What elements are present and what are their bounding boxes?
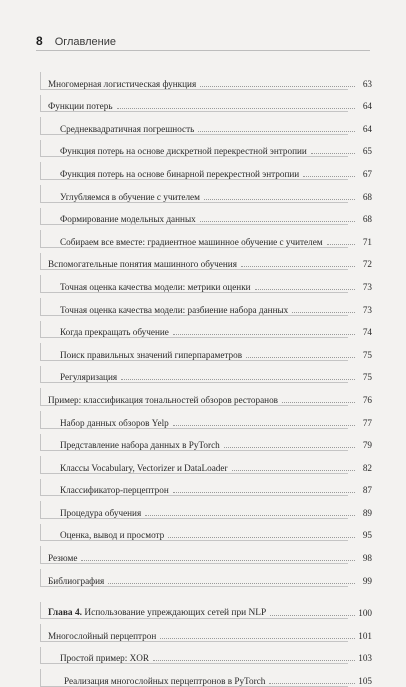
toc-entry-page: 87 (362, 485, 372, 496)
toc-entry-page: 101 (358, 630, 372, 641)
dot-leader (241, 266, 355, 267)
toc-entry-page: 98 (362, 553, 372, 564)
entry-frame-line (40, 479, 41, 496)
toc-entry[interactable] (40, 89, 372, 112)
toc-entry-label (60, 530, 166, 540)
toc-entry[interactable] (40, 428, 372, 451)
dot-leader (173, 492, 355, 493)
entry-frame-line (40, 388, 41, 405)
entry-frame-line (40, 569, 41, 586)
toc-entry-label (60, 418, 171, 428)
dot-leader (204, 199, 355, 200)
toc-entry-label (60, 508, 143, 518)
toc-entry[interactable] (40, 382, 372, 405)
toc-entry-label (60, 282, 253, 292)
toc-entry-page: 79 (362, 440, 372, 451)
toc-entry-label (60, 372, 119, 382)
dot-leader (282, 402, 355, 403)
entry-frame-line (40, 230, 41, 247)
toc-entry-page: 63 (362, 78, 372, 89)
entry-frame-line (40, 140, 41, 157)
toc-entry-text: Вспомогательные понятия машинного обучения (48, 259, 237, 270)
toc-entry-text: Формирование модельных данных (60, 214, 196, 225)
toc-entry-label (48, 79, 198, 89)
toc-entry-page: 67 (362, 168, 372, 179)
dot-leader (200, 221, 355, 222)
entry-frame-line (40, 501, 41, 518)
toc-entry[interactable] (40, 202, 372, 225)
chapter-number: Глава 4. (48, 608, 82, 619)
dot-leader (311, 153, 355, 154)
toc-entry-page: 95 (362, 530, 372, 541)
toc-entry[interactable] (40, 111, 372, 134)
toc-entry[interactable] (40, 563, 372, 586)
toc-entry[interactable] (40, 315, 372, 338)
toc-entry-label (60, 463, 230, 473)
toc-entry-text: Среднеквадратичная погрешность (60, 123, 195, 134)
toc-entry[interactable] (40, 247, 372, 270)
header-rule (36, 50, 370, 51)
toc-entry-label (60, 124, 196, 134)
entry-frame-line (40, 275, 41, 292)
toc-entry-page: 65 (362, 146, 372, 157)
page-number: 8 (36, 34, 43, 48)
toc-entry[interactable] (40, 337, 372, 360)
dot-leader (117, 108, 355, 109)
dot-leader (173, 425, 355, 426)
entry-frame-line (40, 586, 348, 587)
toc-entry-text: Использование упреждающих сетей при NLP (84, 608, 267, 619)
toc-entry-label (60, 653, 151, 663)
toc-entry[interactable] (40, 663, 372, 686)
dot-leader (168, 537, 355, 538)
entry-frame-line (40, 524, 41, 541)
toc-entry[interactable] (40, 224, 372, 247)
dot-leader (108, 583, 355, 584)
toc-entry-page: 73 (362, 281, 372, 292)
toc-entry-label (48, 553, 79, 563)
toc-chapter-entry[interactable] (40, 596, 372, 619)
toc-entry-page: 75 (362, 349, 372, 360)
running-head-title: Оглавление (54, 36, 117, 48)
toc-entry[interactable] (40, 518, 372, 541)
entry-frame-line (40, 162, 41, 179)
toc-entry[interactable] (40, 450, 372, 473)
toc-entry-page: 75 (362, 372, 372, 383)
entry-frame-line (40, 185, 41, 202)
toc-entry-label (60, 192, 202, 202)
entry-frame-line (40, 624, 41, 641)
toc-entry-page: 73 (362, 304, 372, 315)
dot-leader (160, 638, 355, 639)
toc-entry-text: Представление набора данных в PyTorch (60, 440, 220, 451)
toc-entry-text: Процедура обучения (60, 507, 142, 518)
dot-leader (198, 131, 355, 132)
entry-frame-line (40, 456, 41, 473)
dot-leader (327, 244, 355, 245)
toc-entry-page: 103 (358, 653, 372, 664)
toc-entry[interactable] (40, 134, 372, 157)
toc-entry-page: 71 (362, 236, 372, 247)
toc-entry-page: 89 (362, 507, 372, 518)
toc-entry-text: Функции потерь (48, 101, 113, 112)
toc-entry-page: 82 (362, 462, 372, 473)
entry-frame-line (40, 343, 41, 360)
toc-entry-page: 68 (362, 214, 372, 225)
toc-entry-label (48, 259, 239, 269)
toc-entry[interactable] (40, 405, 372, 428)
dot-leader (200, 86, 355, 87)
toc-entry[interactable] (40, 618, 372, 641)
dot-leader (255, 289, 355, 290)
toc-entry-label (60, 146, 309, 156)
toc-entry-text: Реализация многослойных перцептронов в PyTorch (64, 676, 266, 687)
toc-entry[interactable] (40, 269, 372, 292)
dot-leader (81, 560, 355, 561)
entry-frame-line (40, 321, 41, 338)
toc-entry-text: Набор данных обзоров Yelp (60, 417, 169, 428)
toc-entry-page: 74 (362, 327, 372, 338)
toc-entry-label (60, 305, 290, 315)
entry-frame-line (40, 117, 41, 134)
entry-frame-line (40, 602, 41, 619)
toc-entry[interactable] (40, 292, 372, 315)
dot-leader (232, 470, 355, 471)
toc-entry[interactable] (40, 641, 372, 664)
toc-entry-label (48, 576, 106, 586)
toc-entry-label (48, 608, 268, 618)
toc-entry-label (48, 395, 280, 405)
entry-frame-line (40, 546, 41, 563)
toc-entry-page: 64 (362, 101, 372, 112)
dot-leader (292, 312, 355, 313)
entry-frame-line (40, 366, 41, 383)
entry-frame-line (40, 72, 41, 89)
toc-entry-text: Пример: классификация тональностей обзоров ресторанов (48, 394, 279, 405)
toc-entry-label (60, 440, 222, 450)
toc-entry-page: 105 (358, 676, 372, 687)
toc-entry-page: 76 (362, 394, 372, 405)
dot-leader (121, 379, 355, 380)
toc-entry-label (60, 169, 301, 179)
entry-frame-line (40, 669, 41, 686)
entry-frame-line (40, 95, 41, 112)
toc-entry-page: 72 (362, 259, 372, 270)
toc-entry-page: 100 (358, 608, 372, 619)
entry-frame-line (40, 298, 41, 315)
toc-entry[interactable] (40, 179, 372, 202)
dot-leader (173, 334, 355, 335)
toc-entry[interactable] (40, 66, 372, 89)
toc-entry-text: Классы Vocabulary, Vectorizer и DataLoader (60, 462, 228, 473)
entry-frame-line (40, 208, 41, 225)
dot-leader (270, 615, 355, 616)
toc-entry-label (60, 214, 198, 224)
toc-entry-text: Простой пример: XOR (60, 653, 149, 664)
table-of-contents (40, 66, 372, 686)
toc-entry-page: 77 (362, 417, 372, 428)
dot-leader (246, 357, 355, 358)
toc-entry-text: Точная оценка качества модели: разбиение набора данных (60, 304, 289, 315)
dot-leader (269, 683, 355, 684)
entry-frame-line (40, 434, 41, 451)
toc-entry-text: Углубляемся в обучение с учителем (60, 191, 200, 202)
toc-entry-text: Регуляризация (60, 372, 118, 383)
toc-entry-label (60, 327, 171, 337)
toc-entry-label (60, 350, 244, 360)
dot-leader (224, 447, 355, 448)
toc-entry-text: Функция потерь на основе дискретной перекрестной энтропии (60, 146, 307, 157)
toc-entry-label (48, 631, 158, 641)
toc-entry-text: Резюме (48, 553, 78, 564)
toc-entry-text: Оценка, вывод и просмотр (60, 530, 165, 541)
entry-frame-line (40, 647, 41, 664)
page-header (36, 34, 370, 48)
toc-entry-text: Многослойный перцептрон (48, 630, 157, 641)
entry-frame-line (40, 411, 41, 428)
toc-entry[interactable] (40, 540, 372, 563)
toc-entry-label (60, 237, 325, 247)
toc-entry-page: 99 (362, 575, 372, 586)
toc-entry-text: Многомерная логистическая функция (48, 78, 197, 89)
toc-entry[interactable] (40, 360, 372, 383)
toc-entry-label (60, 485, 171, 495)
toc-entry-page: 68 (362, 191, 372, 202)
toc-entry[interactable] (40, 495, 372, 518)
toc-entry-text: Функция потерь на основе бинарной перекрестной энтропии (60, 168, 300, 179)
dot-leader (153, 660, 355, 661)
toc-entry[interactable] (40, 156, 372, 179)
toc-entry-label (48, 101, 115, 111)
toc-entry-label (64, 676, 267, 686)
toc-entry-text: Поиск правильных значений гиперпараметров (60, 349, 243, 360)
toc-entry-text: Классификатор-перцептрон (60, 485, 169, 496)
toc-entry-text: Библиография (48, 575, 105, 586)
toc-entry[interactable] (40, 473, 372, 496)
toc-entry-text: Собираем все вместе: градиентное машинное обучение с учителем (60, 236, 323, 247)
dot-leader (303, 176, 355, 177)
toc-entry-page: 64 (362, 123, 372, 134)
entry-frame-line (40, 253, 41, 270)
toc-entry-text: Точная оценка качества модели: метрики оценки (60, 281, 251, 292)
dot-leader (145, 515, 355, 516)
toc-entry-text: Когда прекращать обучение (60, 327, 169, 338)
